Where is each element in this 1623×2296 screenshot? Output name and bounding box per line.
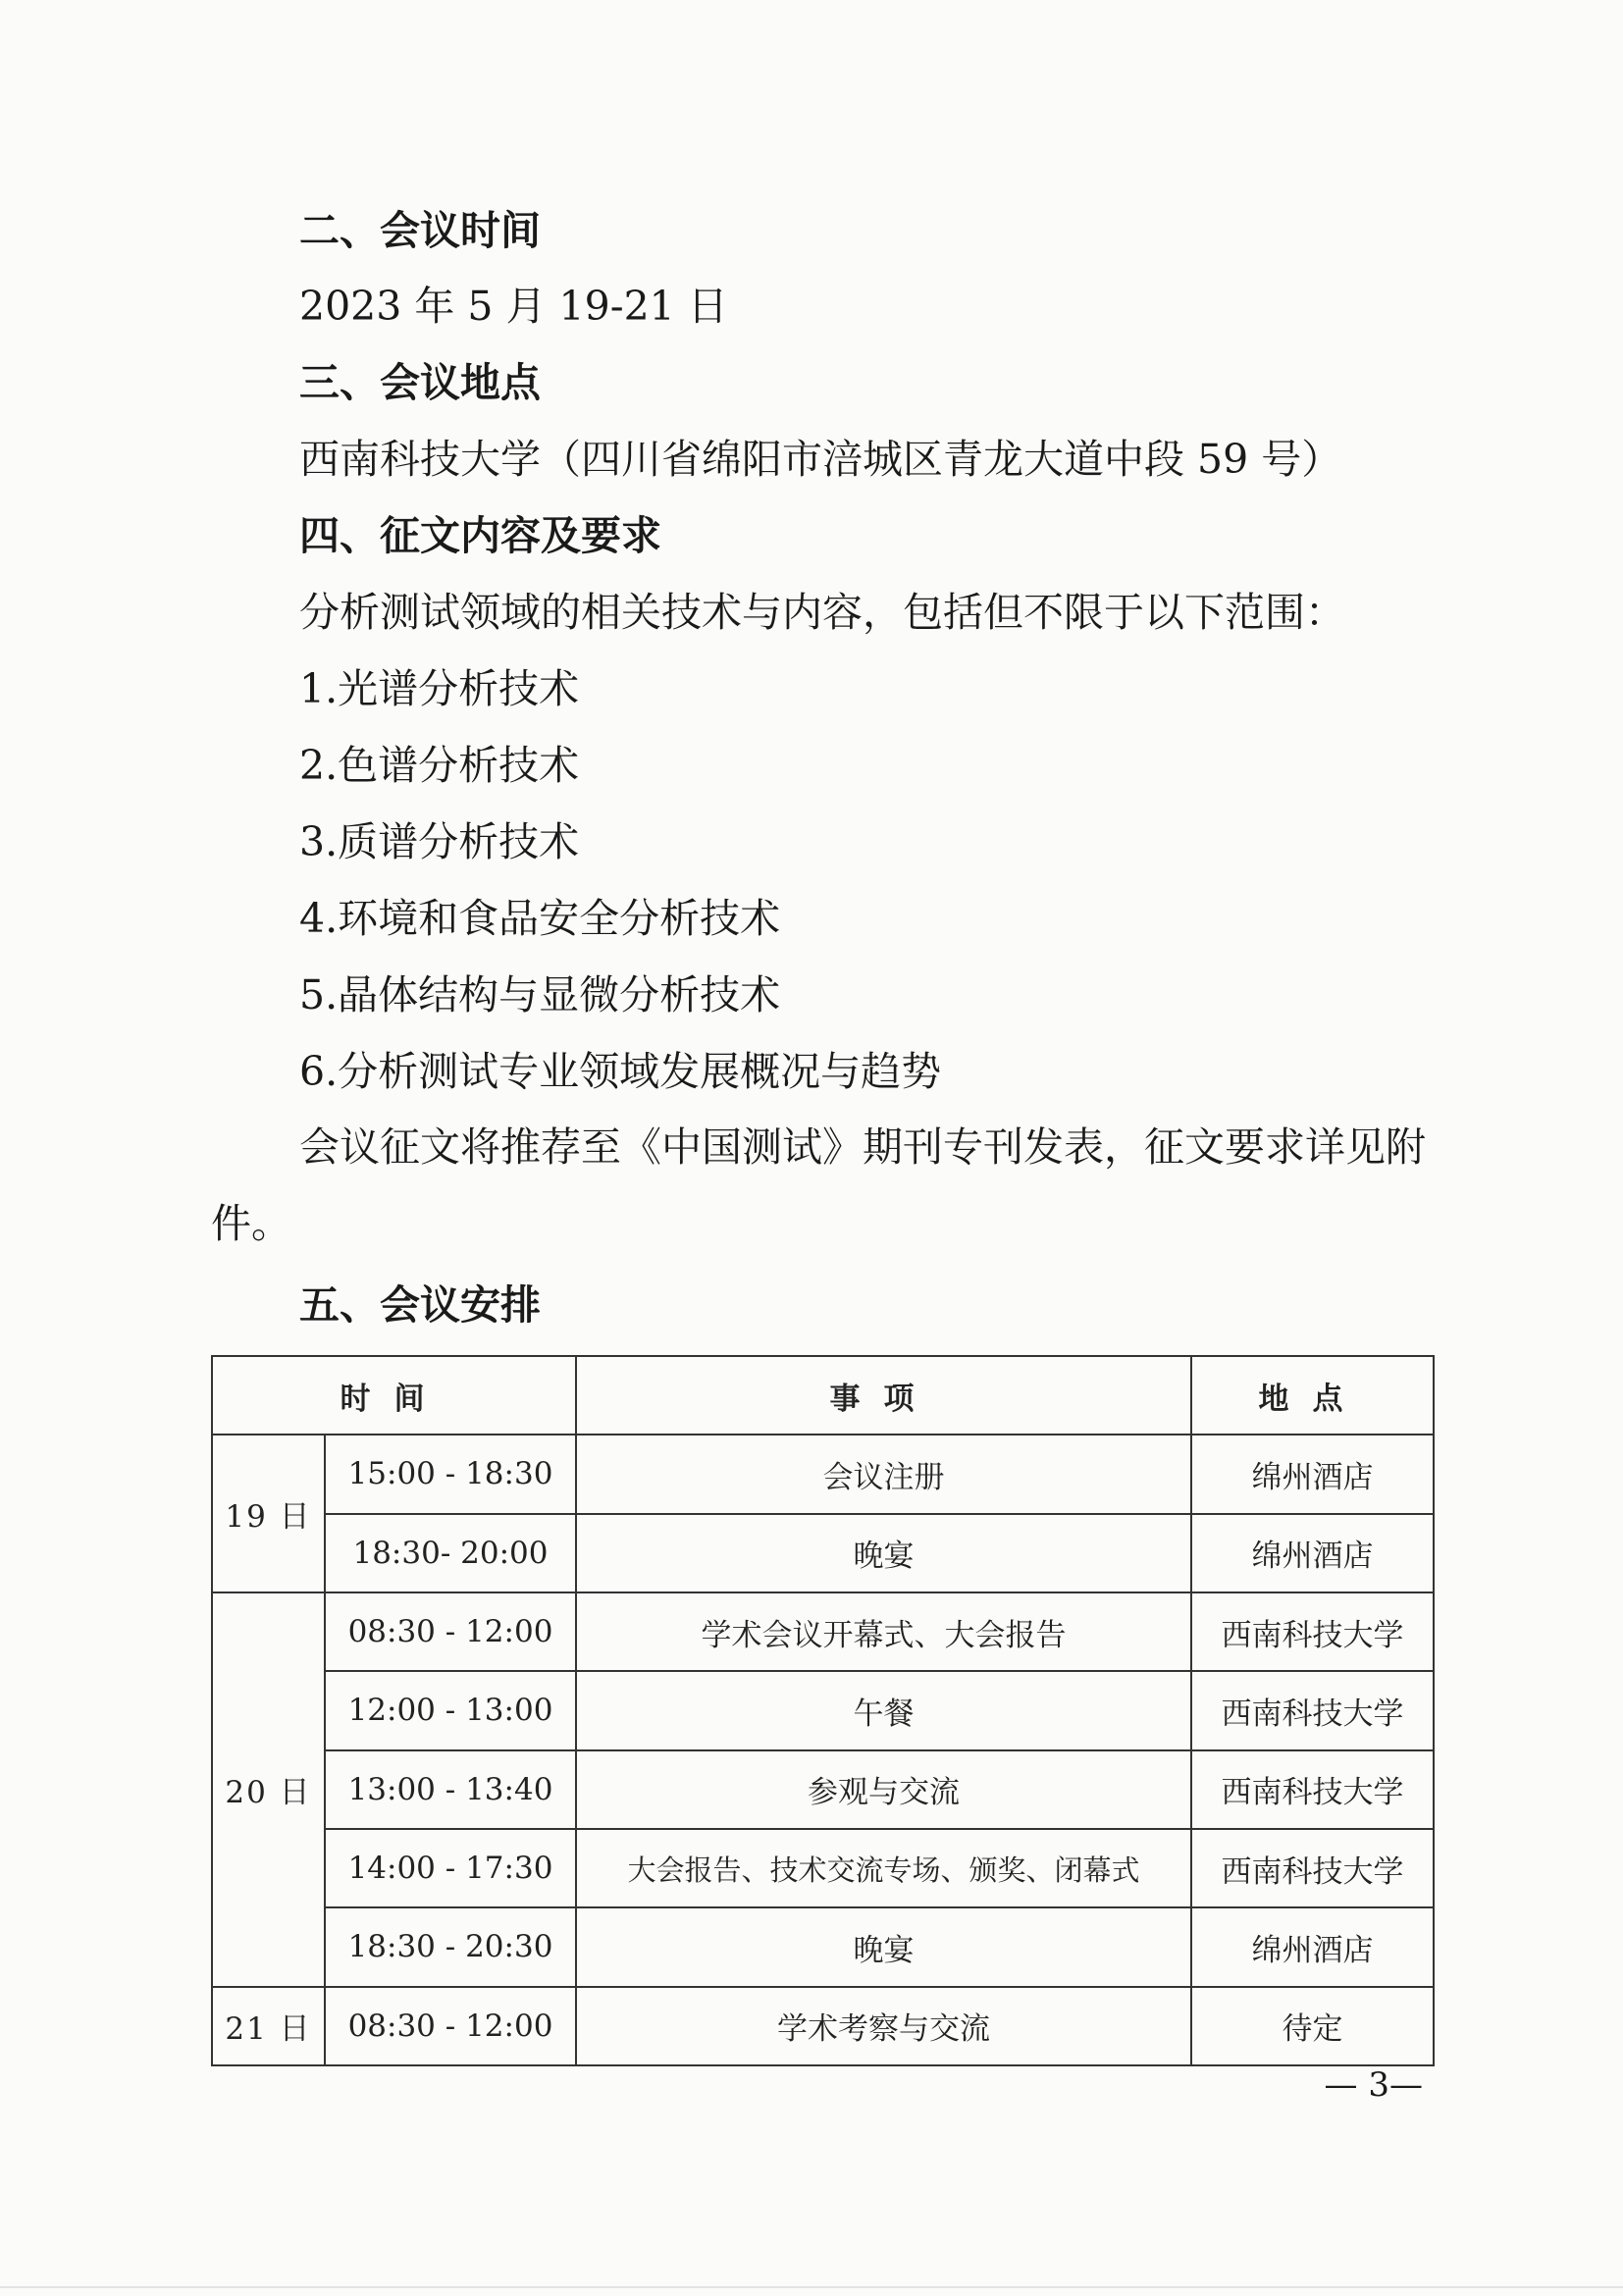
papers-item: 6.分析测试专业领域发展概况与趋势	[299, 1048, 942, 1095]
place-cell: 绵州酒店	[1191, 1514, 1434, 1592]
table-row	[212, 1829, 1434, 1907]
place-cell: 西南科技大学	[1191, 1750, 1434, 1829]
item-cell: 晚宴	[576, 1514, 1191, 1592]
table-row	[212, 1514, 1434, 1592]
venue-heading: 三、会议地点	[299, 359, 541, 406]
papers-item: 4.环境和食品安全分析技术	[299, 895, 781, 942]
schedule-heading: 五、会议安排	[299, 1281, 541, 1329]
time-cell: 15:00 - 18:30	[325, 1435, 576, 1513]
page-number: — 3—	[1324, 2065, 1423, 2105]
papers-intro: 分析测试领域的相关技术与内容，包括但不限于以下范围：	[299, 589, 1345, 636]
item-cell: 晚宴	[576, 1907, 1191, 1986]
papers-note: 会议征文将推荐至《中国测试》期刊专刊发表，征文要求详见附件。	[211, 1123, 1426, 1247]
header-place: 地点	[1191, 1356, 1434, 1435]
place-cell: 西南科技大学	[1191, 1592, 1434, 1671]
item-cell: 会议注册	[576, 1435, 1191, 1513]
place-cell: 西南科技大学	[1191, 1829, 1434, 1907]
papers-item: 2.色谱分析技术	[299, 742, 580, 789]
table-row	[212, 1750, 1434, 1829]
place-cell: 西南科技大学	[1191, 1671, 1434, 1749]
table-row	[212, 1592, 1434, 1671]
header-time: 时间	[212, 1356, 576, 1435]
papers-heading: 四、征文内容及要求	[299, 512, 661, 559]
schedule-table	[211, 1355, 1435, 2066]
day-cell: 21 日	[212, 1987, 325, 2065]
venue-text: 西南科技大学（四川省绵阳市涪城区青龙大道中段 59 号）	[299, 436, 1342, 483]
item-cell: 午餐	[576, 1671, 1191, 1749]
item-cell: 大会报告、技术交流专场、颁奖、闭幕式	[576, 1829, 1191, 1907]
papers-item: 1.光谱分析技术	[299, 665, 580, 712]
time-cell: 14:00 - 17:30	[325, 1829, 576, 1907]
place-cell: 绵州酒店	[1191, 1907, 1434, 1986]
time-text: 2023 年 5 月 19-21 日	[299, 283, 728, 330]
table-row	[212, 1435, 1434, 1513]
time-cell: 08:30 - 12:00	[325, 1987, 576, 2065]
time-cell: 18:30- 20:00	[325, 1514, 576, 1592]
time-cell: 18:30 - 20:30	[325, 1907, 576, 1986]
papers-item: 5.晶体结构与显微分析技术	[299, 971, 781, 1018]
time-cell: 12:00 - 13:00	[325, 1671, 576, 1749]
table-header-row	[212, 1356, 1434, 1435]
time-cell: 08:30 - 12:00	[325, 1592, 576, 1671]
place-cell: 绵州酒店	[1191, 1435, 1434, 1513]
table-row	[212, 1671, 1434, 1749]
header-item: 事项	[576, 1356, 1191, 1435]
table-row	[212, 1987, 1434, 2065]
item-cell: 学术考察与交流	[576, 1987, 1191, 2065]
item-cell: 参观与交流	[576, 1750, 1191, 1829]
scan-edge-divider	[0, 2286, 1623, 2288]
papers-item: 3.质谱分析技术	[299, 818, 580, 865]
place-cell: 待定	[1191, 1987, 1434, 2065]
item-cell: 学术会议开幕式、大会报告	[576, 1592, 1191, 1671]
table-row	[212, 1907, 1434, 1986]
time-heading: 二、会议时间	[299, 207, 541, 254]
day-cell: 19 日	[212, 1435, 325, 1592]
time-cell: 13:00 - 13:40	[325, 1750, 576, 1829]
day-cell: 20 日	[212, 1592, 325, 1987]
